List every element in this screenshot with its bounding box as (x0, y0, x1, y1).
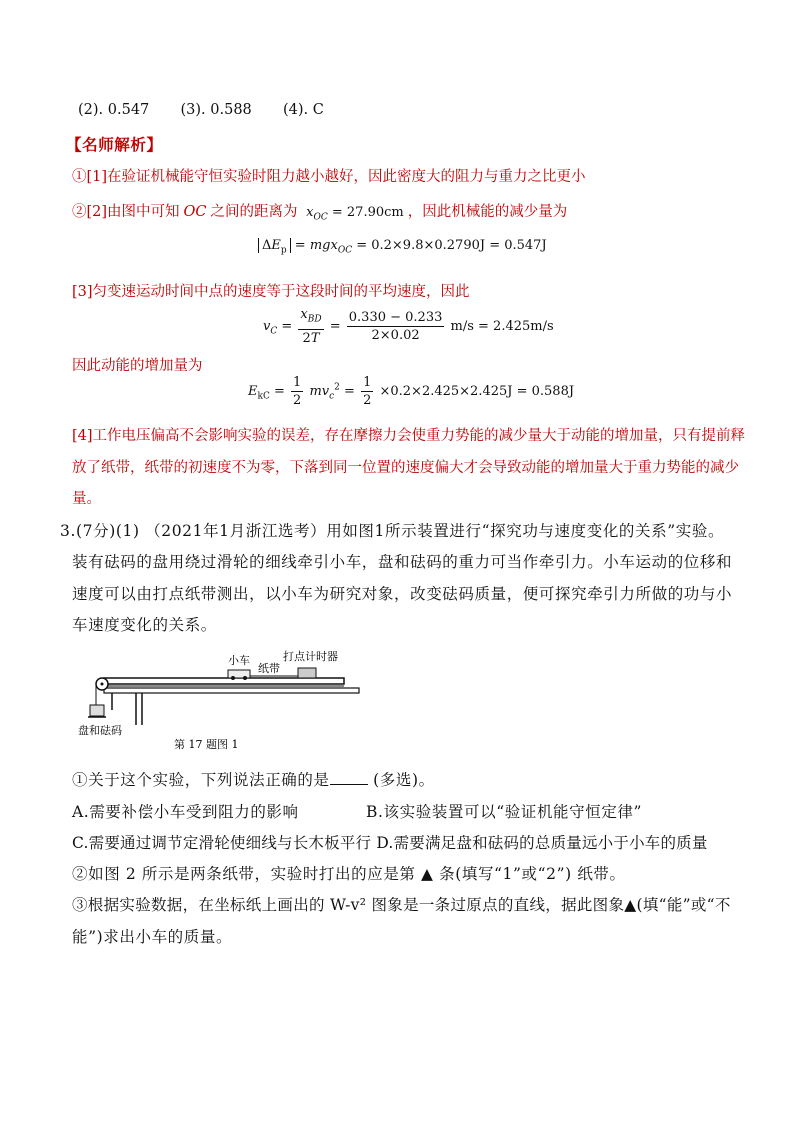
option-b: B.该实验装置可以“验证机能守恒定律” (366, 803, 643, 821)
label-tape: 纸带 (258, 662, 280, 675)
question-item-3-line1: ③根据实验数据，在坐标纸上画出的 W-v² 图象是一条过原点的直线，据此图象▲(填“能”或“不 (72, 896, 731, 914)
question3-line2: 装有砝码的盘用绕过滑轮的细线牵引小车，盘和砝码的重力可当作牵引力。小车运动的位移和 (72, 553, 733, 571)
question-item-2: ②如图 2 所示是两条纸带，实验时打出的应是第 ▲ 条(填写“1”或“2”) 纸带。 (72, 865, 626, 883)
label-pan: 盘和砝码 (78, 724, 122, 737)
analysis-p2: ②[2]由图中可知 OC 之间的距离为 $x_{OC} = 27.90cm$ ，因此机械能的减少量为 (72, 204, 568, 223)
option-a: A.需要补偿小车受到阻力的影响 (72, 803, 299, 821)
label-car: 小车 (228, 654, 250, 667)
question3-line3: 速度可以由打点纸带测出，以小车为研究对象，改变砝码质量，便可探究牵引力所做的功与小 (72, 585, 733, 603)
apparatus-diagram (78, 650, 368, 755)
figure-caption: 第 17 题图 1 (174, 738, 239, 751)
analysis-p5-line3: 量。 (72, 491, 101, 507)
analysis-p1: ①[1]在验证机械能守恒实验时阻力越小越好，因此密度大的阻力与重力之比更小 (72, 169, 586, 185)
question-item-3-line2: 能”)求出小车的质量。 (72, 928, 233, 946)
answers-line (78, 102, 324, 118)
answer-blank[interactable] (330, 770, 368, 785)
answer-3: (3). 0.588 (180, 102, 252, 118)
analysis-p3: [3]匀变速运动时间中点的速度等于这段时间的平均速度，因此 (72, 284, 470, 300)
question-item-1: ①关于这个实验，下列说法正确的是 (多选)。 (72, 771, 435, 789)
label-timer: 打点计时器 (283, 650, 338, 663)
option-c-d: C.需要通过调节定滑轮使细线与长木板平行 D.需要满足盘和砝码的总质量远小于小车的质量 (72, 834, 708, 852)
analysis-p5-line1: [4]工作电压偏高不会影响实验的误差，存在摩擦力会使重力势能的减少量大于动能的增加量，只有提前释 (72, 428, 746, 444)
apparatus-figure (78, 650, 368, 755)
analysis-heading: 【名师解析】 (66, 135, 163, 154)
analysis-p4: 因此动能的增加量为 (72, 358, 203, 374)
question3-line1: 3.(7分)(1) （2021年1月浙江选考）用如图1所示装置进行“探究功与速度变化的关系”实验。 (60, 522, 725, 540)
answer-4: (4). C (283, 102, 324, 118)
answer-2: (2). 0.547 (78, 102, 150, 118)
question3-line4: 车速度变化的关系。 (72, 616, 217, 634)
analysis-p5-line2: 放了纸带，纸带的初速度不为零，下落到同一位置的速度偏大才会导致动能的增加量大于重力势能的减少 (72, 460, 739, 476)
equation-energy-loss: $\Delta E_p = mgx_{OC} = 0.2\times 9.8\times 0.2790J = 0.547J$ (258, 238, 547, 256)
equation-velocity: $v_C$ = $\frac{x_{BD}}{2T}$ = $\frac{0.330 - 0.233}{2\times 0.02}$ m/s = 2.425m/s (263, 307, 554, 346)
equation-kinetic-energy: $E_{kC}$ = $\frac{1}{2}$ $mv_c^2$ = $\frac{1}{2}$ ×0.2×2.425×2.425J = 0.588J (248, 375, 575, 408)
